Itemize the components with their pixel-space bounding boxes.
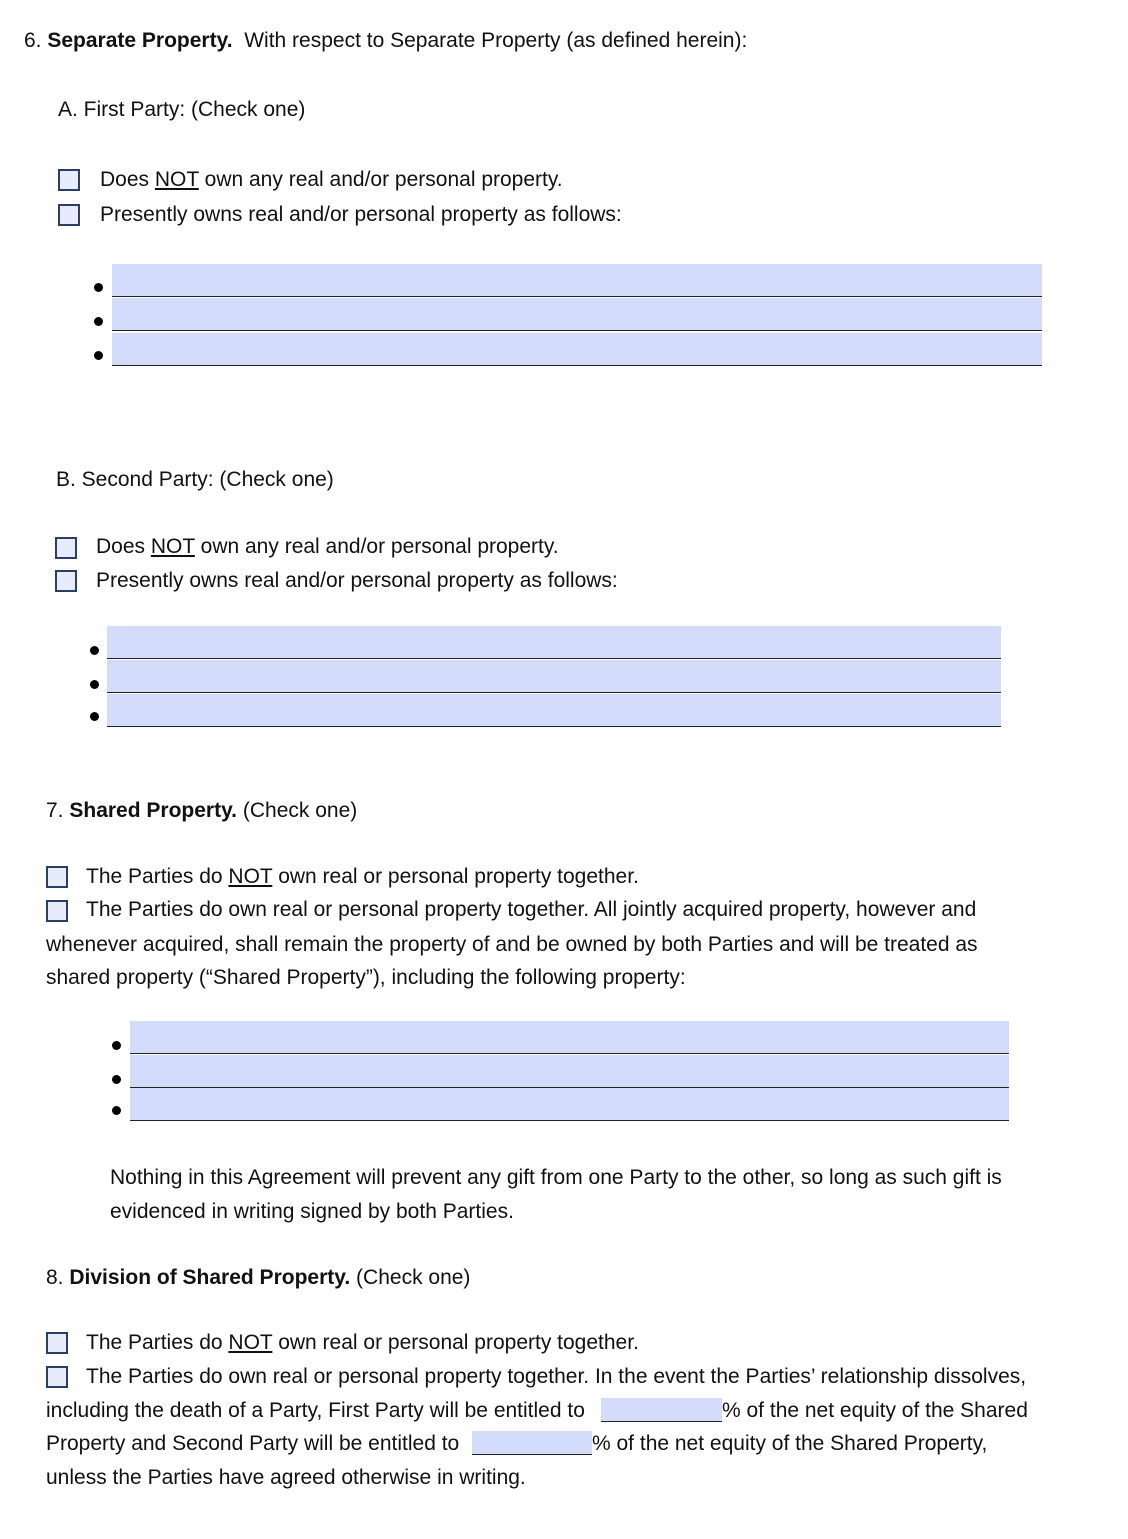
division-line-4: unless the Parties have agreed otherwise in writing. [46,1466,526,1489]
division-owns-property-checkbox[interactable] [46,1366,68,1388]
section-8-check-one: (Check one) [356,1266,471,1289]
bullet [90,680,99,689]
first-party-property-field-2[interactable] [112,298,1042,331]
opt-text: Does [96,535,151,558]
first-party-owns-property-checkbox[interactable] [58,204,80,226]
second-party-heading: B. Second Party: (Check one) [56,468,334,491]
opt-text: The Parties do [86,865,229,888]
opt-text: own real or personal property together. [272,865,639,888]
opt-text: Does [100,168,155,191]
first-party-no-property-checkbox[interactable] [58,169,80,191]
section-7-heading [46,799,357,823]
bullet [112,1075,121,1084]
second-party-owns-property-label: Presently owns real and/or personal property as follows: [96,569,618,592]
not-emphasis: NOT [150,535,195,558]
not-emphasis: NOT [154,168,199,191]
shared-property-field-3[interactable] [130,1088,1009,1121]
first-party-property-field-3[interactable] [112,333,1042,366]
bullet [94,351,103,360]
not-emphasis: NOT [228,1331,273,1354]
opt-text: own any real and/or personal property. [198,168,563,191]
second-party-no-property-checkbox[interactable] [55,537,77,559]
shared-no-property-checkbox[interactable] [46,866,68,888]
bullet [94,283,103,292]
shared-no-property-label [86,865,639,889]
opt-text: own real or personal property together. [272,1331,639,1354]
second-party-property-field-2[interactable] [107,660,1001,693]
bullet [94,317,103,326]
second-party-no-property-label [96,535,559,559]
first-party-property-field-1[interactable] [112,264,1042,297]
section-8-number: 8. [46,1266,64,1289]
section-7-title: Shared Property. [69,799,238,822]
second-party-owns-property-checkbox[interactable] [55,570,77,592]
shared-owns-property-line-2: whenever acquired, shall remain the property of and be owned by both Parties and will be treated as [46,933,978,956]
division-owns-property-line-1: The Parties do own real or personal property together. In the event the Parties’ relationship dissolves, [86,1365,1027,1388]
division-line-2-pre: including the death of a Party, First Party will be entitled to [46,1399,585,1422]
section-6-title: Separate Property. [47,29,233,52]
bullet [112,1106,121,1115]
gift-note-line-2: evidenced in writing signed by both Parties. [110,1200,514,1223]
bullet [112,1041,121,1050]
bullet [90,646,99,655]
division-line-2-post: % of the net equity of the Shared [722,1399,1028,1422]
shared-owns-property-line-1: The Parties do own real or personal property together. All jointly acquired property, however and [86,898,977,921]
section-6-number: 6. [24,29,42,52]
division-line-3-pre: Property and Second Party will be entitled to [46,1432,460,1455]
first-party-owns-property-label: Presently owns real and/or personal property as follows: [100,203,622,226]
division-line-3-post: % of the net equity of the Shared Property, [592,1432,988,1455]
division-no-property-checkbox[interactable] [46,1332,68,1354]
section-6-heading [24,29,747,53]
division-no-property-label [86,1331,639,1355]
section-8-heading [46,1266,470,1290]
second-party-percent-input[interactable] [472,1431,592,1455]
not-emphasis: NOT [228,865,273,888]
second-party-property-field-1[interactable] [107,626,1001,659]
shared-property-field-1[interactable] [130,1021,1009,1054]
shared-property-field-2[interactable] [130,1055,1009,1088]
second-party-property-field-3[interactable] [107,694,1001,727]
gift-note-line-1: Nothing in this Agreement will prevent any gift from one Party to the other, so long as such gift is [110,1166,1002,1189]
section-7-number: 7. [46,799,64,822]
first-party-percent-input[interactable] [601,1398,722,1422]
shared-owns-property-line-3: shared property (“Shared Property”), including the following property: [46,966,686,989]
opt-text: own any real and/or personal property. [194,535,559,558]
first-party-heading: A. First Party: (Check one) [58,98,306,121]
bullet [90,712,99,721]
opt-text: The Parties do [86,1331,229,1354]
shared-owns-property-checkbox[interactable] [46,900,68,922]
section-6-intro: With respect to Separate Property (as defined herein): [244,29,748,52]
first-party-no-property-label [100,168,563,192]
section-8-title: Division of Shared Property. [69,1266,351,1289]
section-7-check-one: (Check one) [242,799,358,822]
